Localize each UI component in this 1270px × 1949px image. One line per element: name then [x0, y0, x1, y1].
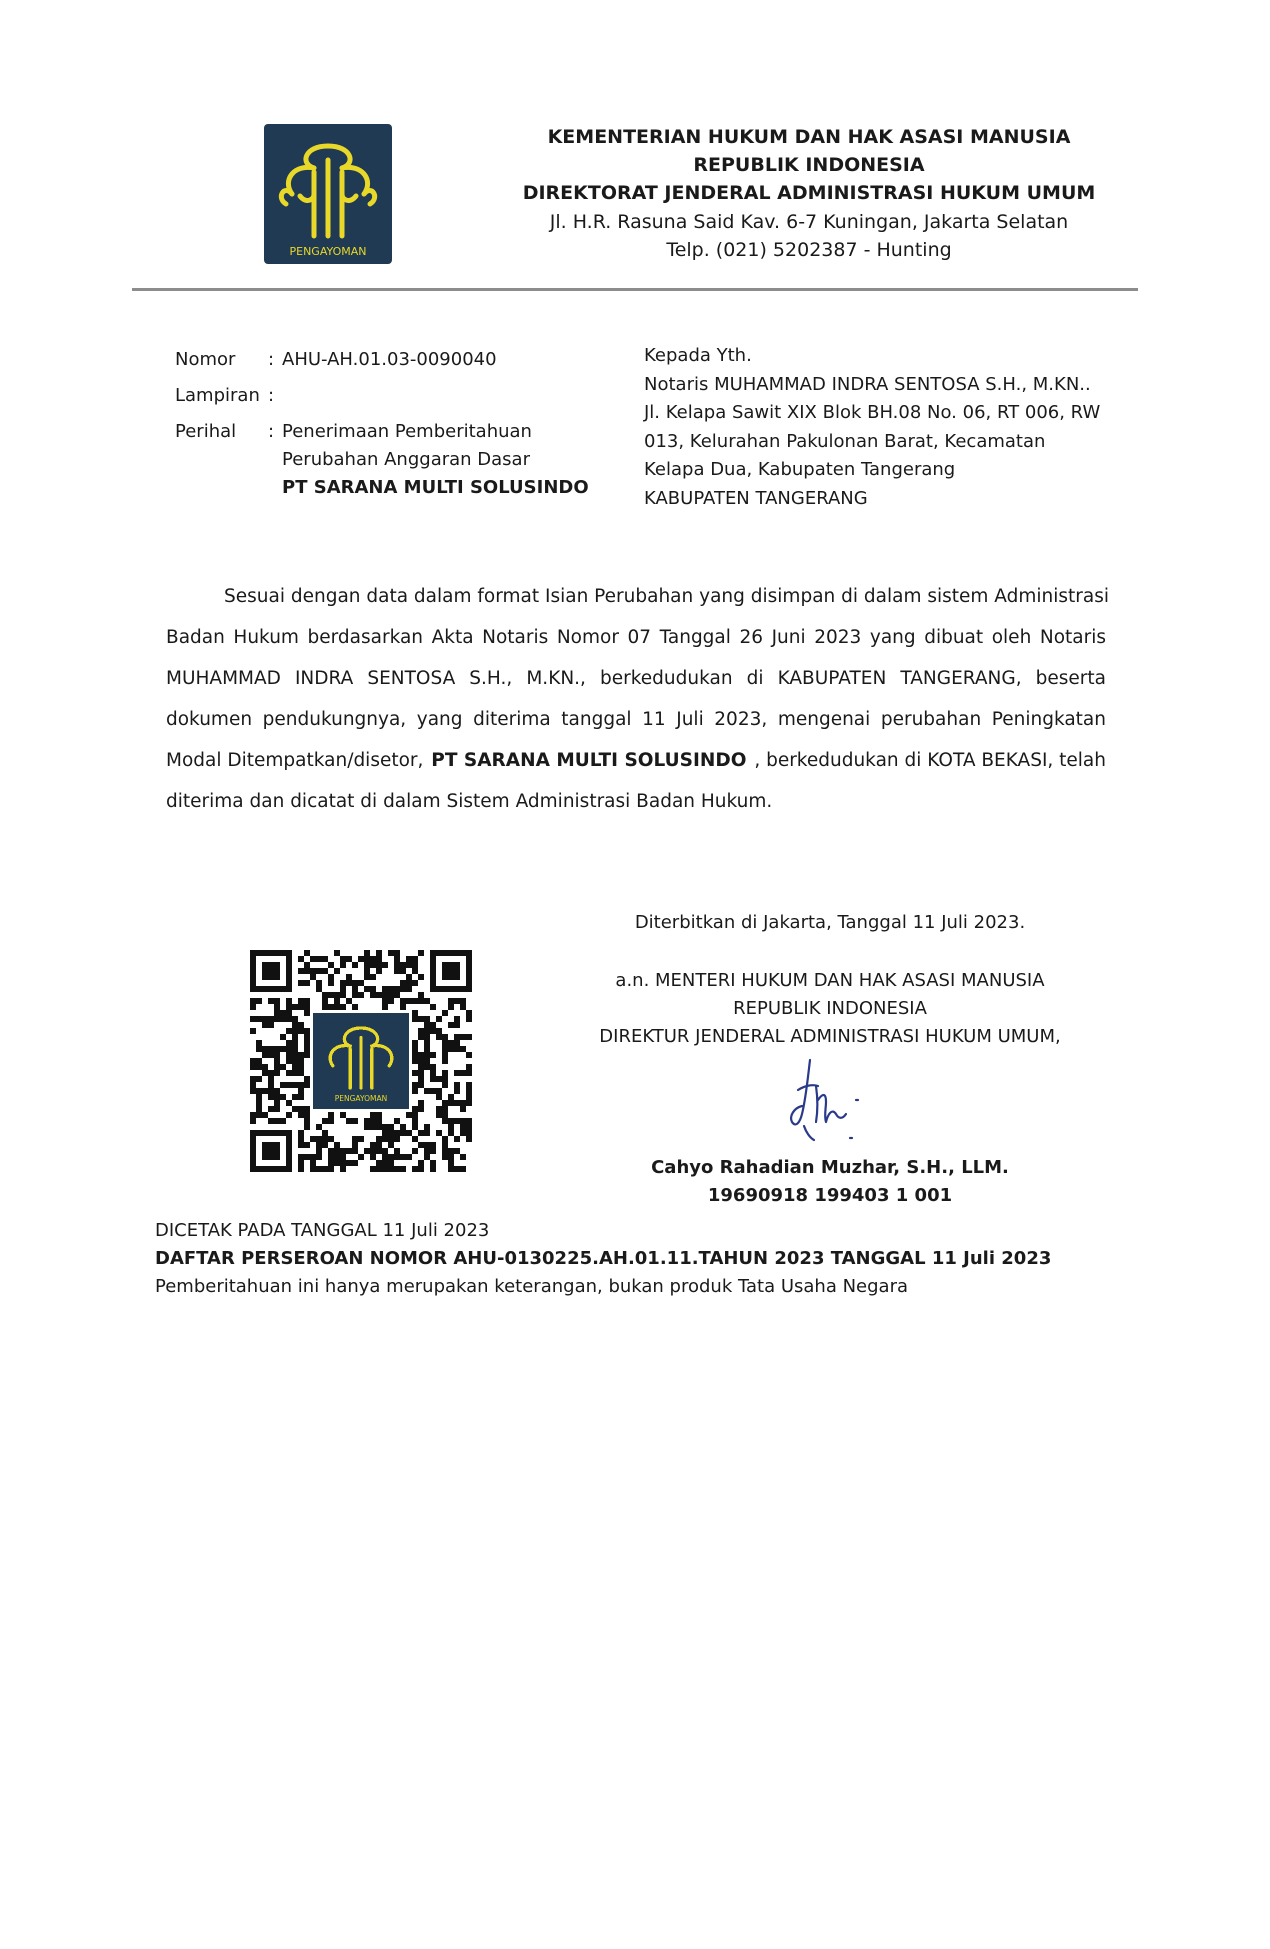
header-directorate: DIREKTORAT JENDERAL ADMINISTRASI HUKUM UMUM: [522, 182, 1096, 204]
body-line: Sesuai dengan data dalam format Isian Perubahan yang disimpan di dalam sistem Administrasi: [224, 586, 1110, 607]
issued-date: Diterbitkan di Jakarta, Tanggal 11 Juli 2023.: [634, 912, 1026, 933]
body-line: diterima dan dicatat di dalam Sistem Administrasi Badan Hukum.: [166, 791, 773, 812]
qr-code: [250, 950, 472, 1172]
recipient-address: [644, 342, 1124, 513]
body-line: MUHAMMAD INDRA SENTOSA S.H., M.KN., berkedudukan di KABUPATEN TANGERANG, beserta: [166, 668, 1106, 689]
recipient-name: Notaris MUHAMMAD INDRA SENTOSA S.H., M.KN..: [644, 373, 1091, 395]
body-line: [166, 740, 1106, 781]
recipient-greeting: Kepada Yth.: [644, 345, 752, 366]
signatory-title-1: a.n. MENTERI HUKUM DAN HAK ASASI MANUSIA: [615, 970, 1045, 991]
lampiran-colon: :: [268, 385, 275, 406]
header-address: Jl. H.R. Rasuna Said Kav. 6-7 Kuningan, Jakarta Selatan: [549, 211, 1069, 233]
header-ministry: KEMENTERIAN HUKUM DAN HAK ASASI MANUSIA: [547, 126, 1071, 148]
printed-date: DICETAK PADA TANGGAL 11 Juli 2023: [155, 1220, 490, 1241]
header-republic: REPUBLIK INDONESIA: [693, 154, 925, 176]
disclaimer-note: Pemberitahuan ini hanya merupakan keterangan, bukan produk Tata Usaha Negara: [155, 1276, 908, 1297]
signatory-name: Cahyo Rahadian Muzhar, S.H., LLM.: [651, 1157, 1009, 1178]
body-text-segment: , berkedudukan di KOTA BEKASI, telah: [754, 750, 1106, 771]
perihal-line-1: Penerimaan Pemberitahuan: [282, 421, 532, 442]
letter-body: [166, 576, 1110, 822]
qr-code-icon: [250, 950, 472, 1172]
nomor-colon: :: [268, 349, 275, 370]
body-company-name: PT SARANA MULTI SOLUSINDO: [431, 750, 747, 771]
body-line: dokumen pendukungnya, yang diterima tanggal 11 Juli 2023, mengenai perubahan Peningkatan: [166, 709, 1106, 730]
signatory-title-3: DIREKTUR JENDERAL ADMINISTRASI HUKUM UMUM,: [599, 1026, 1061, 1047]
body-text-segment: Modal Ditempatkan/disetor,: [166, 750, 424, 771]
qr-center-label: PENGAYOMAN: [334, 1094, 388, 1104]
recipient-region: KABUPATEN TANGERANG: [644, 487, 868, 509]
lampiran-label: Lampiran: [175, 385, 260, 406]
recipient-street: Jl. Kelapa Sawit XIX Blok BH.08 No. 06, RT 006, RW: [644, 402, 1101, 423]
perihal-label: Perihal: [175, 421, 237, 442]
signatory-title-2: REPUBLIK INDONESIA: [733, 998, 927, 1019]
perihal-line-2: Perubahan Anggaran Dasar: [282, 449, 530, 470]
perihal-company: PT SARANA MULTI SOLUSINDO: [282, 477, 589, 498]
logo-label: PENGAYOMAN: [289, 245, 367, 258]
header-divider: [132, 288, 1138, 291]
recipient-kabupaten: Kelapa Dua, Kabupaten Tangerang: [644, 459, 956, 480]
handwritten-signature: [780, 1056, 890, 1146]
nomor-value: AHU-AH.01.03-0090040: [282, 349, 497, 370]
body-line: Badan Hukum berdasarkan Akta Notaris Nomor 07 Tanggal 26 Juni 2023 yang dibuat oleh Notaris: [166, 627, 1106, 648]
nomor-label: Nomor: [175, 349, 236, 370]
signatory-nip: 19690918 199403 1 001: [707, 1185, 953, 1206]
recipient-kelurahan: 013, Kelurahan Pakulonan Barat, Kecamatan: [644, 430, 1046, 452]
perihal-colon: :: [268, 421, 275, 442]
registry-number: DAFTAR PERSEROAN NOMOR AHU-0130225.AH.01.11.TAHUN 2023 TANGGAL 11 Juli 2023: [155, 1248, 1052, 1269]
header-phone: Telp. (021) 5202387 - Hunting: [666, 239, 952, 261]
